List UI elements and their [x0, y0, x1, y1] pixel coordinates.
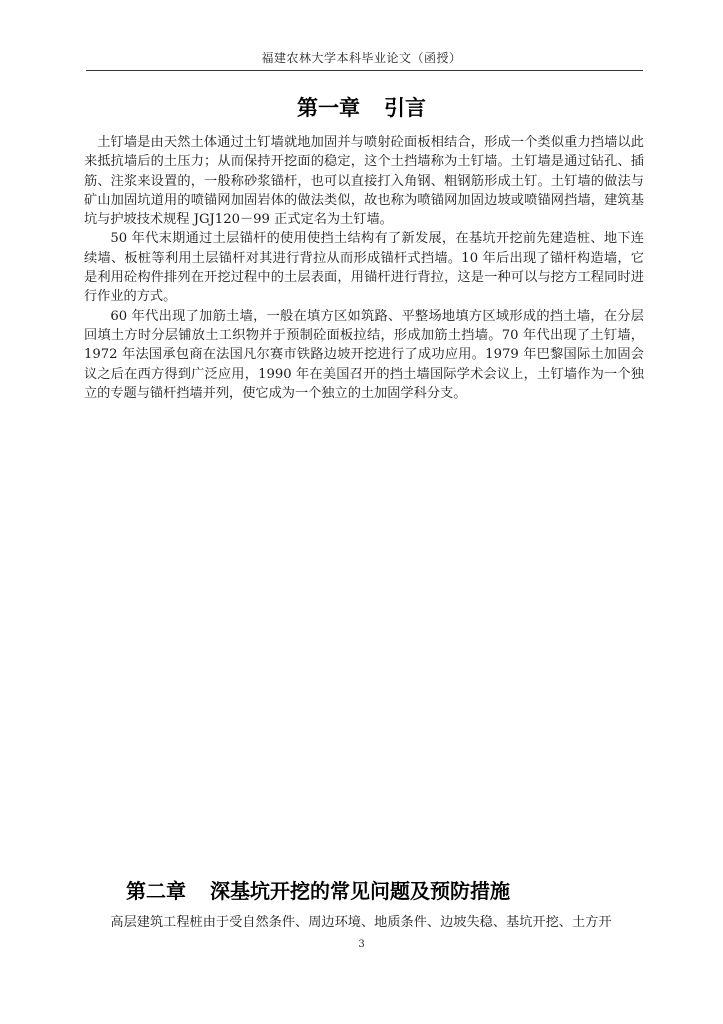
chapter-2-body: [84, 913, 644, 932]
paragraph: 50 年代末期通过土层锚杆的使用使挡土结构有了新发展，在基坑开挖前先建造桩、地下连续墙、板桩等利用土层锚杆对其进行背拉从而形成锚杆式挡墙。10 年后出现了锚杆构造墙，它是利用砼构件排列在开挖过程中的土层表面，用锚杆进行背拉，这是一种可以与挖方工程同时进行作业的方式。: [84, 231, 644, 305]
page-number: 3: [358, 939, 365, 950]
chapter-1-number: 第一章: [297, 96, 360, 120]
header-divider: [86, 70, 643, 71]
running-header: 福建农林大学本科毕业论文（函授）: [261, 51, 462, 65]
paragraph: 土钉墙是由天然土体通过土钉墙就地加固并与喷射砼面板相结合，形成一个类似重力挡墙以此来抵抗墙后的土压力；从而保持开挖面的稳定，这个土挡墙称为土钉墙。土钉墙是通过钻孔、插筋、注浆来设置的，一般称砂浆锚杆，也可以直接打入角钢、粗钢筋形成土钉。土钉墙的做法与矿山加固坑道用的喷锚网加固岩体的做法类似，故也称为喷锚网加固边坡或喷锚网挡墙，建筑基坑与护坡技术规程 JGJ120－99 正式定名为土钉墙。: [84, 135, 644, 228]
chapter-2-number: 第二章: [126, 879, 186, 903]
chapter-1-heading: 引言: [384, 96, 426, 120]
paragraph: 60 年代出现了加筋土墙，一般在填方区如筑路、平整场地填方区域形成的挡土墙，在分层回填土方时分层铺放土工织物并于预制砼面板拉结，形成加筋土挡墙。70 年代出现了土钉墙，1972 年法国承包商在法国凡尔赛市铁路边坡开挖进行了成功应用。1979 年巴黎国际土加固会议之后在西方得到广泛应用，1990 年在美国召开的挡土墙国际学术会议上，土钉墙作为一个独立的专题与锚杆挡墙并列，使它成为一个独立的土加固学科分支。: [84, 308, 644, 401]
paragraph: 高层建筑工程桩由于受自然条件、周边环境、地质条件、边坡失稳、基坑开挖、土方开: [110, 915, 612, 930]
chapter-1-body: [84, 133, 644, 403]
chapter-2-heading: 深基坑开挖的常见问题及预防措施: [210, 879, 510, 903]
chapter-2-title: [126, 875, 510, 904]
chapter-1-title: [0, 92, 723, 122]
